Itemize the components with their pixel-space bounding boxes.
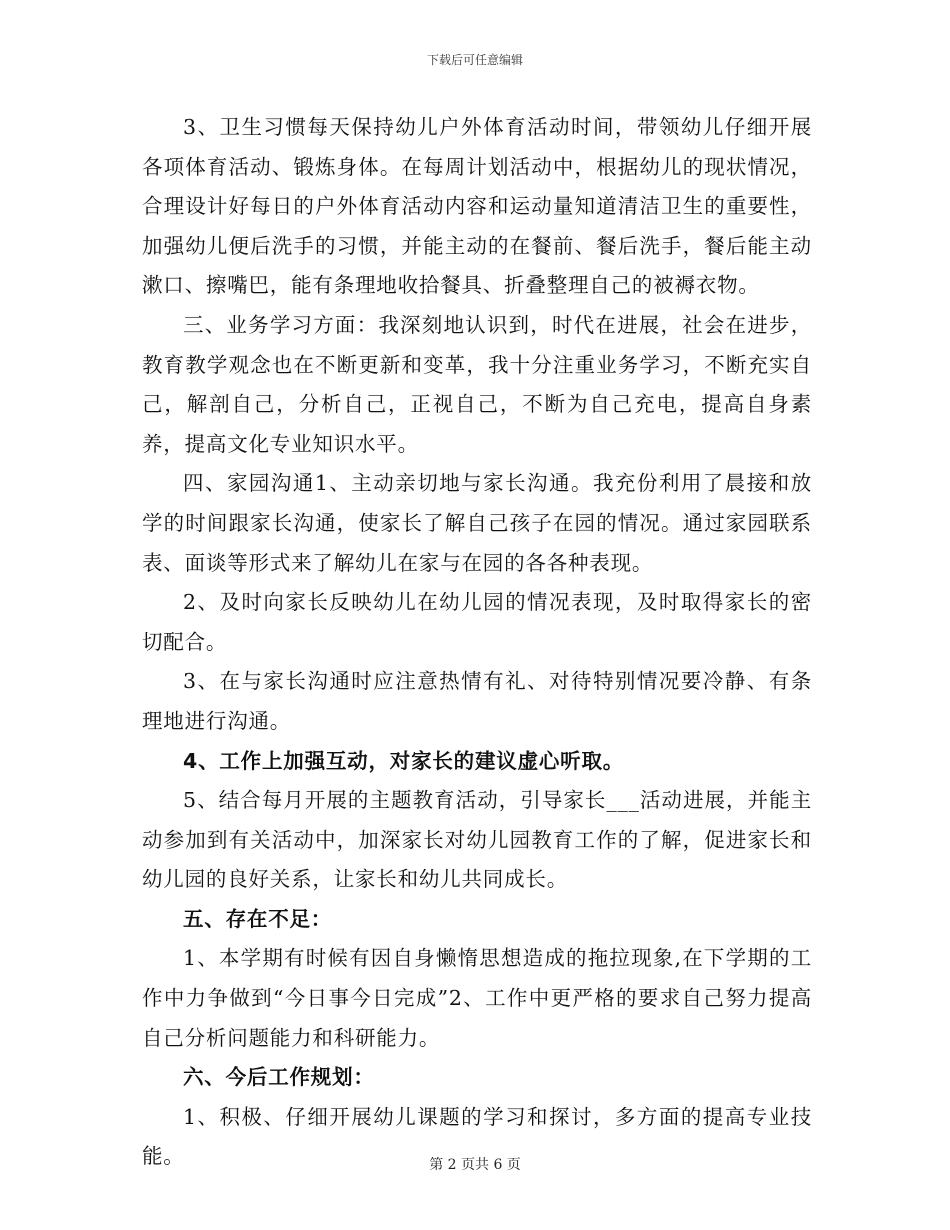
paragraph-shortcomings: 1、本学期有时候有因自身懒惰思想造成的拖拉现象,在下学期的工作中力争做到“今日事今日完成”2、工作中更严格的要求自己努力提高自己分析问题能力和科研能力。: [142, 946, 812, 1050]
paragraph-professional-study: 三、业务学习方面：我深刻地认识到，时代在进展，社会在进步，教育教学观念也在不断更新和变革，我十分注重业务学习，不断充实自己，解剖自己，分析自己，正视自己，不断为自己充电，提高自身素养，提高文化专业知识水平。: [142, 312, 812, 456]
document-body: [142, 108, 812, 1177]
heading-future-plan: 六、今后工作规划：: [183, 1065, 375, 1090]
page-footer: 第 2 页共 6 页: [429, 1157, 521, 1173]
paragraph-future-plan: 1、积极、仔细开展幼儿课题的学习和探讨，多方面的提高专业技能。: [142, 1104, 812, 1169]
paragraph-hygiene-habits: 3、卫生习惯每天保持幼儿户外体育活动时间，带领幼儿仔细开展各项体育活动、锻炼身体。在每周计划活动中，根据幼儿的现状情况，合理设计好每日的户外体育活动内容和运动量知道清洁卫生的重要性，加强幼儿便后洗手的习惯，并能主动的在餐前、餐后洗手，餐后能主动漱口、擦嘴巴，能有条理地收拾餐具、折叠整理自己的被褥衣物。: [142, 115, 812, 298]
paragraph-communication-manner: 3、在与家长沟通时应注意热情有礼、对待特别情况要冷静、有条理地进行沟通。: [142, 669, 812, 733]
paragraph-home-school-communication: 四、家园沟通1、主动亲切地与家长沟通。我充份利用了晨接和放学的时间跟家长沟通，使家长了解自己孩子在园的情况。通过家园联系表、面谈等形式来了解幼儿在家与在园的各各种表现。: [142, 471, 812, 575]
heading-strengthen-interaction: 4、工作上加强互动，对家长的建议虚心听取。: [183, 748, 625, 773]
heading-shortcomings: 五、存在不足：: [183, 906, 333, 931]
paragraph-theme-activities: 5、结合每月开展的主题教育活动，引导家长___活动进展，并能主动参加到有关活动中，加深家长对幼儿园教育工作的了解，促进家长和幼儿园的良好关系，让家长和幼儿共同成长。: [142, 788, 812, 892]
paragraph-report-to-parents: 2、及时向家长反映幼儿在幼儿园的情况表现，及时取得家长的密切配合。: [142, 590, 812, 654]
page-header: 下载后可任意编辑: [426, 53, 523, 67]
